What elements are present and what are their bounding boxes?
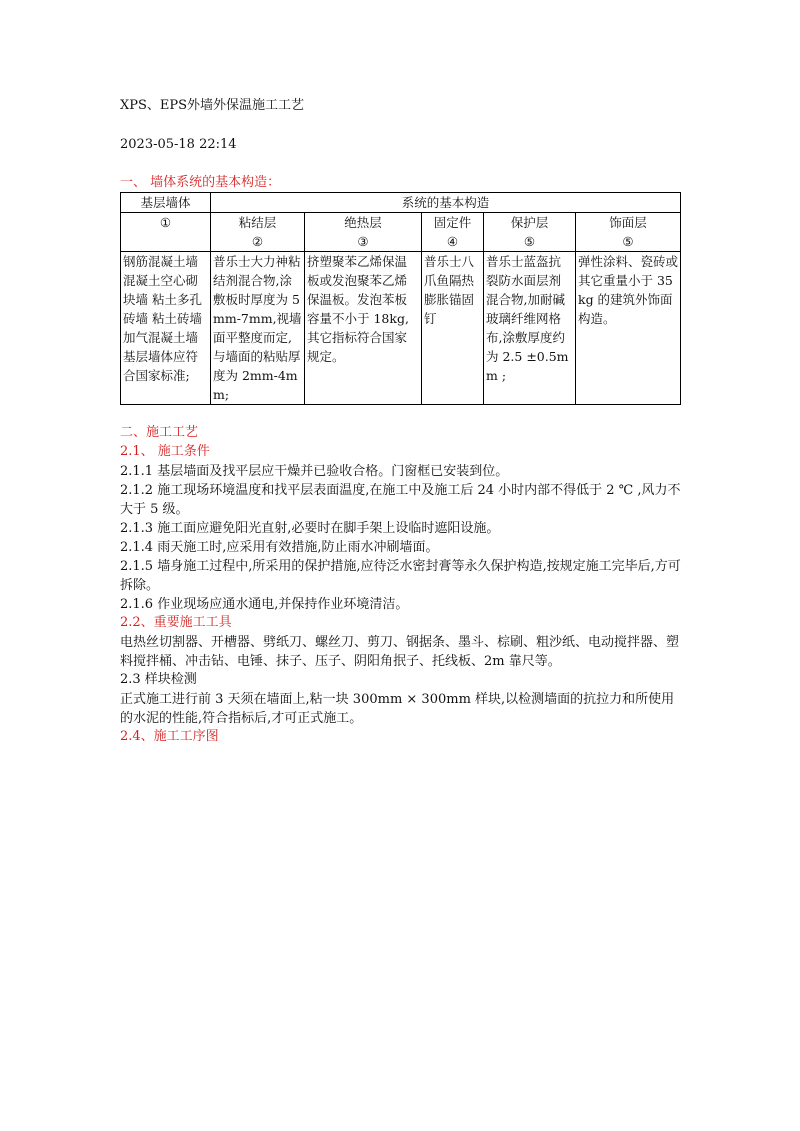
section21-heading: 2.1、 施工条件 [120, 444, 210, 459]
section1-heading: 一、 墙体系统的基本构造： [120, 175, 281, 190]
cell-fixing: 普乐士八爪鱼隔热膨胀锚固钉 [422, 252, 484, 405]
construction-table [120, 192, 681, 405]
document-title: XPS、EPS外墙外保温施工工艺 [120, 98, 305, 113]
item-2-1-4: 2.1.4 雨天施工时,应采用有效措施,防止雨水冲刷墙面。 [120, 540, 439, 555]
sample-test-text: 正式施工进行前 3 天须在墙面上,粘一块 300mm × 300mm 样块,以检测墙面的抗拉力和所使用的水泥的性能,符合指标后,才可正式施工。 [120, 692, 675, 726]
section2-heading: 二、施工工艺 [120, 425, 199, 440]
item-2-1-1: 2.1.1 基层墙面及找平层应干燥并已验收合格。门窗框已安装到位。 [120, 464, 509, 479]
table-header-row [121, 193, 681, 213]
cell-insulation: 挤塑聚苯乙烯保温板或发泡聚苯乙烯保温板。发泡苯板容量不小于 18kg,其它指标符合国家规定。 [305, 252, 422, 405]
system-header: 系统的基本构造 [211, 193, 681, 213]
cell-adhesive: 普乐士大力神粘结剂混合物,涂敷板时厚度为 5mm-7mm,视墙面平整度而定,与墙面的粘贴厚度为 2mm-4mm; [211, 252, 305, 405]
tools-list: 电热丝切割器、开槽器、劈纸刀、螺丝刀、剪刀、钢据条、墨斗、棕刷、粗沙纸、电动搅拌器、塑料搅拌桶、冲击钻、电锤、抹子、压子、阴阳角抿子、托线板、2m 靠尺等。 [120, 635, 680, 669]
base-wall-header: 基层墙体 [121, 193, 211, 213]
item-2-1-6: 2.1.6 作业现场应通水通电,并保持作业环境清洁。 [120, 597, 409, 612]
section22-heading: 2.2、重要施工工具 [120, 615, 232, 630]
section24-heading: 2.4、施工工序图 [120, 729, 219, 744]
table-subheader-row [121, 213, 681, 252]
cell-base-wall: 钢筋混凝土墙 混凝土空心砌块墙 粘土多孔砖墙 粘土砖墙 加气混凝土墙 基层墙体应符合国家标准; [121, 252, 211, 405]
cell-protection: 普乐士蓝盔抗裂防水面层剂混合物,加耐碱玻璃纤维网格布,涂敷厚度约为 2.5 ±0.5mm ; [484, 252, 576, 405]
item-2-1-5: 2.1.5 墙身施工过程中,所采用的保护措施,应待泛水密封膏等永久保护构造,按规定施工完毕后,方可拆除。 [120, 559, 681, 593]
col-finish-header: 饰面层 ⑤ [576, 213, 681, 252]
base-wall-number: ① [121, 213, 211, 252]
document-date: 2023-05-18 22:14 [120, 137, 237, 152]
col-adhesive-header: 粘结层 ② [211, 213, 305, 252]
cell-finish: 弹性涂料、瓷砖或其它重量小于 35kg 的建筑外饰面构造。 [576, 252, 681, 405]
item-2-1-2: 2.1.2 施工现场环境温度和找平层表面温度,在施工中及施工后 24 小时内部不得低于 2 ℃ ,风力不大于 5 级。 [120, 483, 681, 517]
col-insulation-header: 绝热层 ③ [305, 213, 422, 252]
col-fixing-header: 固定件 ④ [422, 213, 484, 252]
item-2-1-3: 2.1.3 施工面应避免阳光直射,必要时在脚手架上设临时遮阳设施。 [120, 521, 500, 536]
col-protection-header: 保护层 ⑤ [484, 213, 576, 252]
table-body-row [121, 252, 681, 405]
section23-heading: 2.3 样块检测 [120, 672, 197, 687]
